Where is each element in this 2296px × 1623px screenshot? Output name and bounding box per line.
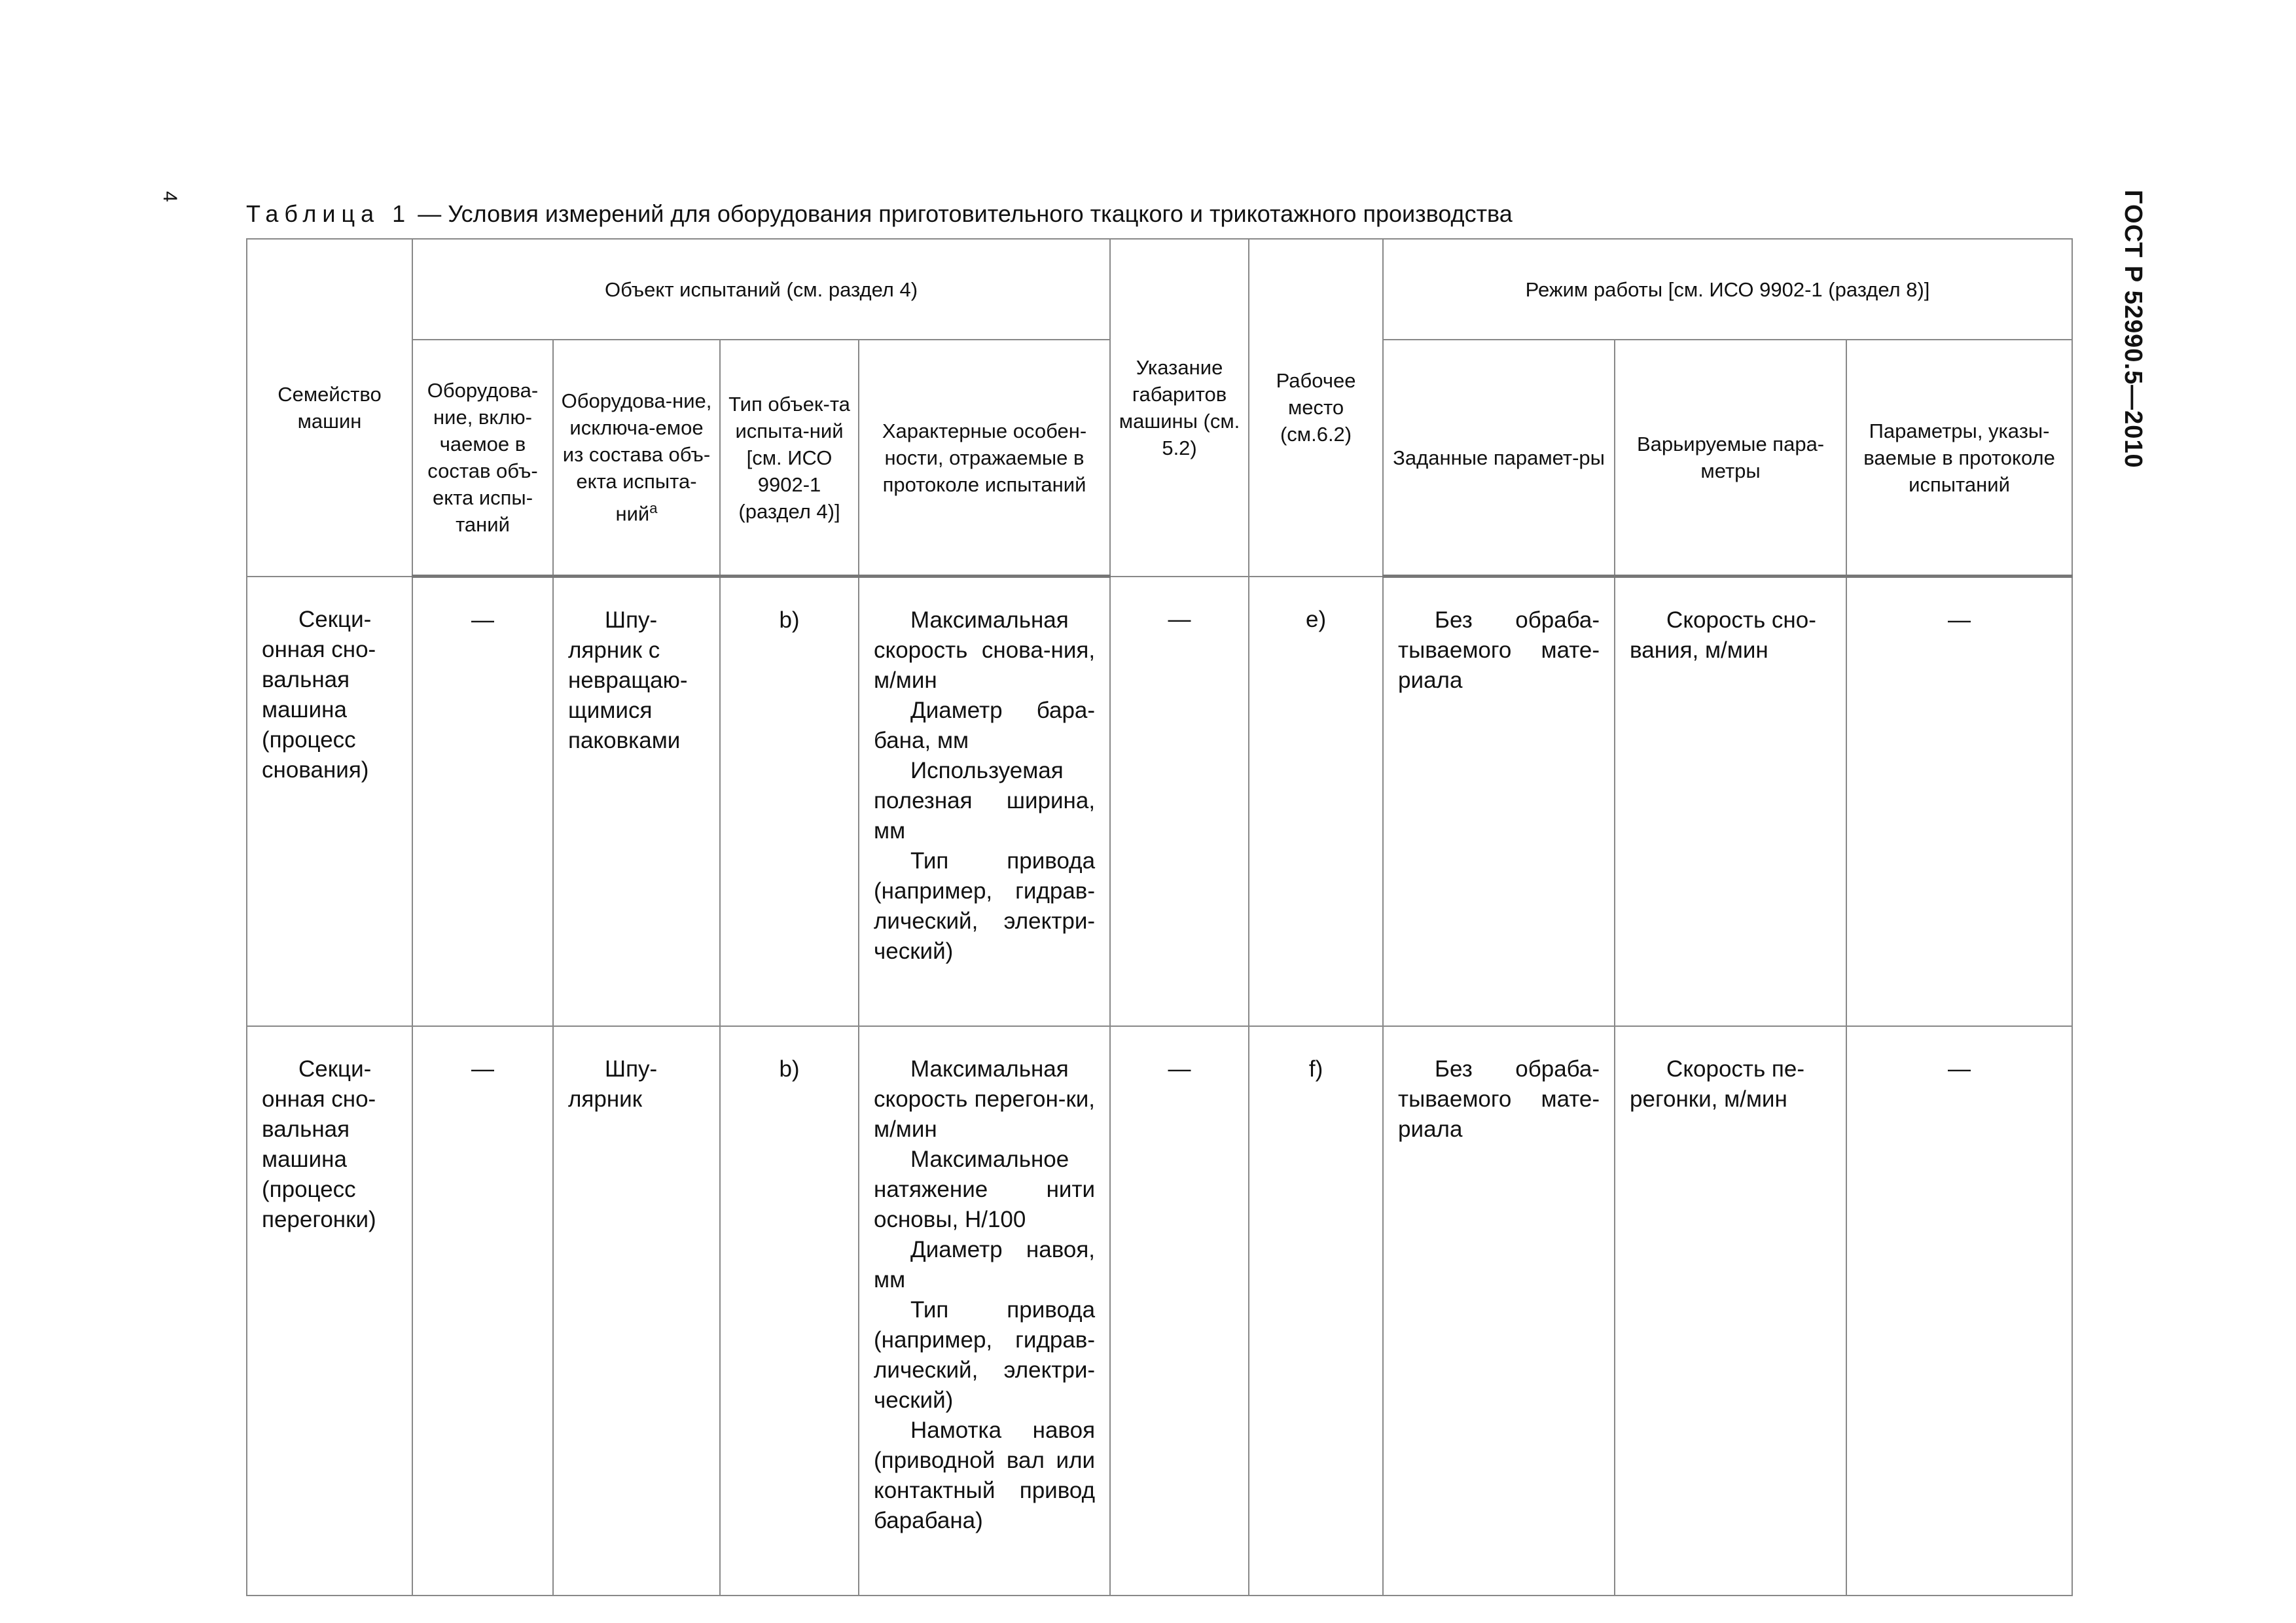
document-code: ГОСТ Р 52990.5—2010 [2119, 190, 2147, 469]
cell-reported-params: — [1846, 577, 2072, 1027]
cell-varied-params: Скорость пе-регонки, м/мин [1615, 1026, 1846, 1596]
header-test-object: Объект испытаний (см. раздел 4) [412, 239, 1110, 340]
characteristic-item: Диаметр бара-бана, мм [874, 698, 1096, 753]
table-title [246, 200, 1513, 228]
cell-family: Секци-онная сно-вальная машина (процесс перегонки) [247, 1026, 412, 1596]
table-title-text: — Условия измерений для оборудования приготовительного ткацкого и трикотажного производства [418, 200, 1513, 227]
footnote-marker: a [649, 500, 658, 517]
characteristic-item: Максимальная скорость перегон-ки, м/мин [874, 1056, 1096, 1142]
cell-object-type: b) [720, 1026, 859, 1596]
cell-varied-params: Скорость сно-вания, м/мин [1615, 577, 1846, 1027]
cell-included: — [412, 1026, 553, 1596]
header-characteristics: Характерные особен-ности, отражаемые в протоколе испытаний [859, 340, 1110, 577]
table-row [247, 1026, 2072, 1596]
header-workplace: Рабочее место (см.6.2) [1249, 239, 1383, 577]
header-excluded [553, 340, 720, 577]
header-excluded-text: Оборудова-ние, исключа-емое из состава объ-екта испыта-ний [561, 389, 712, 526]
page-number: 4 [159, 191, 181, 202]
header-family: Семейство машин [247, 239, 412, 577]
table-title-prefix: Таблица 1 [246, 200, 412, 227]
header-dimensions: Указание габаритов машины (см. 5.2) [1110, 239, 1249, 577]
characteristic-item: Тип привода (например, гидрав-лический, электри-ческий) [874, 848, 1096, 964]
header-included: Оборудова-ние, вклю-чаемое в состав объ-екта испы-таний [412, 340, 553, 577]
cell-set-params: Без обраба-тываемого мате-риала [1383, 577, 1615, 1027]
cell-characteristics [859, 577, 1110, 1027]
header-row-top [247, 239, 2072, 340]
characteristic-item: Диаметр навоя, мм [874, 1237, 1096, 1293]
table-row [247, 577, 2072, 1027]
conditions-table [246, 238, 2073, 1596]
characteristic-item: Максимальная скорость снова-ния, м/мин [874, 607, 1096, 693]
cell-workplace: f) [1249, 1026, 1383, 1596]
cell-reported-params: — [1846, 1026, 2072, 1596]
characteristic-item: Используемая полезная ширина, мм [874, 758, 1096, 844]
header-varied-params: Варьируемые пара-метры [1615, 340, 1846, 577]
cell-object-type: b) [720, 577, 859, 1027]
header-set-params: Заданные парамет-ры [1383, 340, 1615, 577]
cell-characteristics [859, 1026, 1110, 1596]
header-operating-mode: Режим работы [см. ИСО 9902-1 (раздел 8)] [1383, 239, 2072, 340]
characteristic-item: Максимальное натяжение нити основы, Н/100 [874, 1147, 1096, 1232]
cell-workplace: e) [1249, 577, 1383, 1027]
cell-excluded: Шпу-лярник с невращаю-щимися паковками [553, 577, 720, 1027]
cell-dimensions: — [1110, 1026, 1249, 1596]
header-reported-params: Параметры, указы-ваемые в протоколе испытаний [1846, 340, 2072, 577]
cell-dimensions: — [1110, 577, 1249, 1027]
cell-set-params: Без обраба-тываемого мате-риала [1383, 1026, 1615, 1596]
cell-family: Секци-онная сно-вальная машина (процесс снования) [247, 577, 412, 1027]
cell-included: — [412, 577, 553, 1027]
header-object-type: Тип объек-та испыта-ний [см. ИСО 9902-1 (раздел 4)] [720, 340, 859, 577]
characteristic-item: Тип привода (например, гидрав-лический, электри-ческий) [874, 1297, 1096, 1413]
characteristic-item: Намотка навоя (приводной вал или контактный привод барабана) [874, 1418, 1096, 1533]
cell-excluded: Шпу-лярник [553, 1026, 720, 1596]
